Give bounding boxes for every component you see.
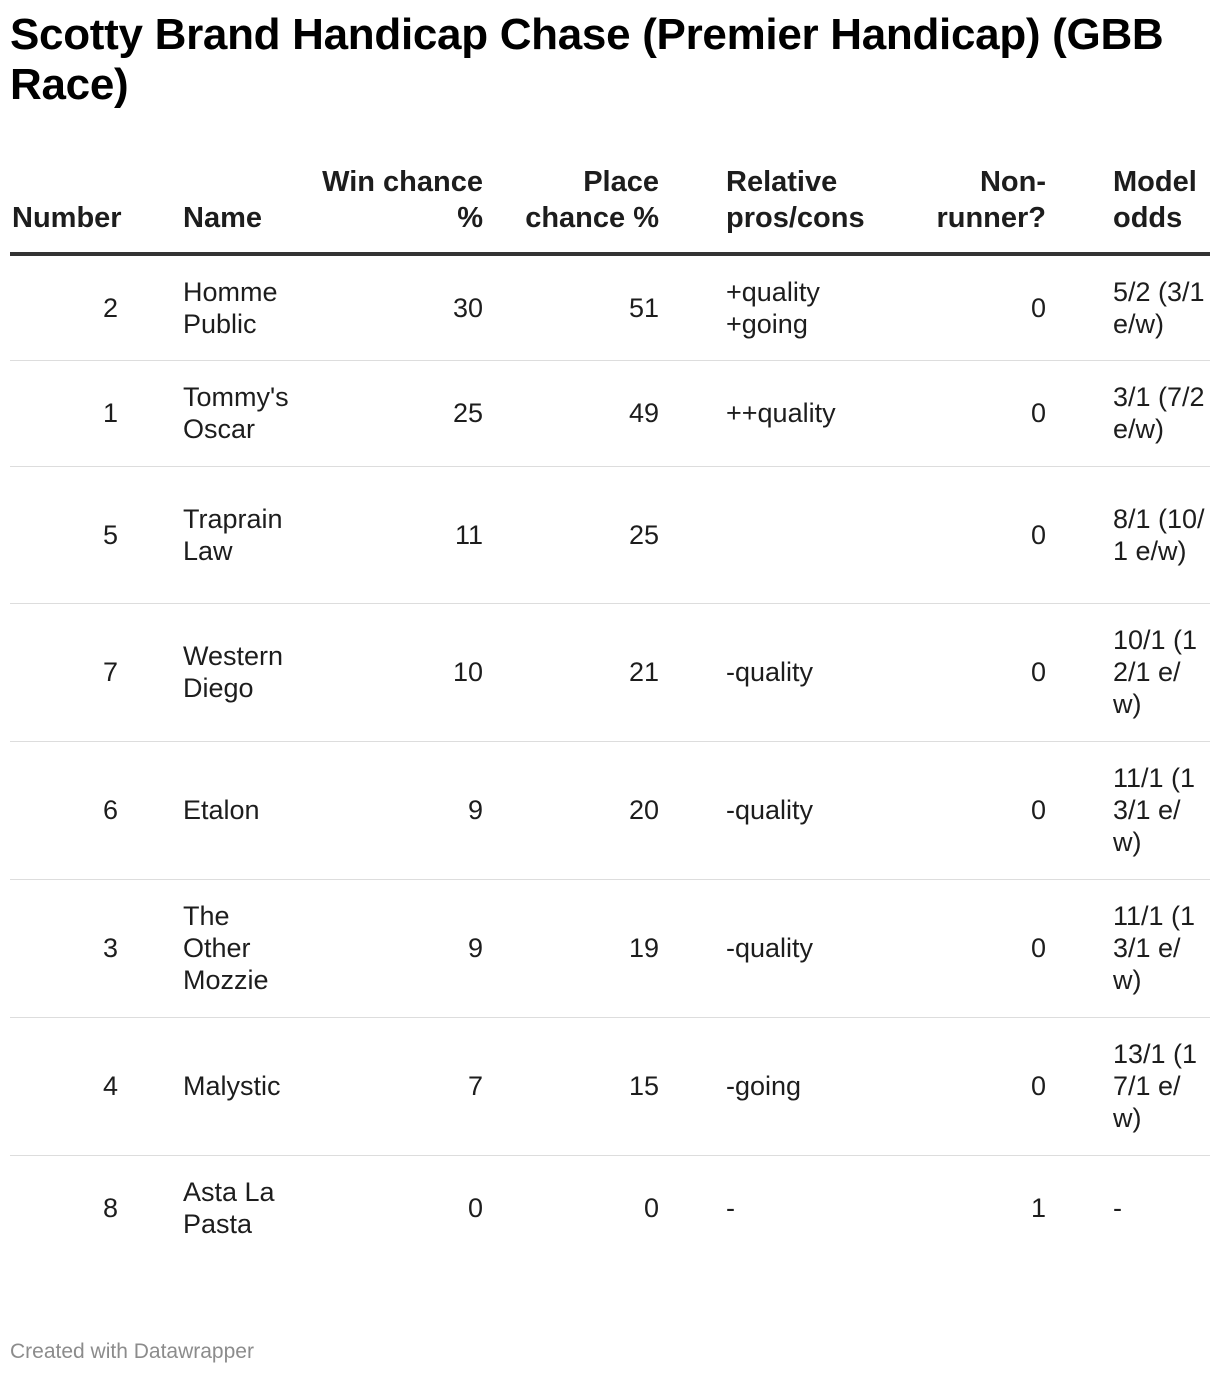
row-non-runner: 0 bbox=[874, 466, 1048, 603]
table-body bbox=[10, 254, 1210, 1261]
header-row bbox=[10, 164, 1210, 254]
chart-title: Scotty Brand Handicap Chase (Premier Handicap) (GBB Race) bbox=[10, 10, 1164, 109]
row-name: Etalon bbox=[183, 741, 303, 879]
table-row bbox=[10, 1017, 1210, 1155]
row-number: 1 bbox=[10, 360, 120, 466]
row-pros-cons: -quality bbox=[724, 879, 874, 1017]
row-model-odds: - bbox=[1113, 1193, 1122, 1224]
row-win-chance: 0 bbox=[467, 1193, 483, 1224]
row-non-runner: 0 bbox=[874, 741, 1048, 879]
row-place-chance: 49 bbox=[485, 360, 661, 466]
header-number: Number bbox=[10, 164, 120, 254]
row-place-chance: 20 bbox=[485, 741, 661, 879]
row-pros-cons: -going bbox=[724, 1017, 874, 1155]
row-name: Traprain Law bbox=[183, 466, 303, 603]
header-pros-cons: Relative pros/cons bbox=[724, 164, 874, 254]
row-non-runner: 0 bbox=[874, 254, 1048, 360]
race-table bbox=[10, 164, 1210, 1261]
row-number: 8 bbox=[102, 1193, 118, 1224]
row-name: Tommy's Oscar bbox=[183, 360, 303, 466]
row-win-chance: 25 bbox=[303, 360, 485, 466]
row-pros-cons: - bbox=[726, 1193, 735, 1224]
row-number: 6 bbox=[10, 741, 120, 879]
row-number: 7 bbox=[10, 603, 120, 741]
row-win-chance: 9 bbox=[303, 741, 485, 879]
row-name: The Other Mozzie bbox=[183, 879, 303, 1017]
table-row bbox=[10, 603, 1210, 741]
table-row bbox=[10, 741, 1210, 879]
row-win-chance: 10 bbox=[303, 603, 485, 741]
row-pros-cons: +quality +going bbox=[724, 254, 874, 360]
row-non-runner: 1 bbox=[1030, 1193, 1046, 1224]
row-place-chance: 15 bbox=[485, 1017, 661, 1155]
row-model-odds: 5/2 (3/1 e/w) bbox=[1111, 254, 1210, 360]
table-row bbox=[10, 254, 1210, 360]
row-model-odds: 8/1 (10/1 e/w) bbox=[1111, 466, 1210, 603]
header-model-odds: Model odds bbox=[1111, 164, 1210, 254]
row-name: Western Diego bbox=[183, 603, 303, 741]
row-name: Malystic bbox=[183, 1017, 303, 1155]
row-win-chance: 30 bbox=[303, 254, 485, 360]
table-row bbox=[10, 879, 1210, 1017]
row-model-odds: 10/1 (12/1 e/w) bbox=[1111, 603, 1210, 741]
row-name: Asta La Pasta bbox=[183, 1177, 275, 1240]
row-pros-cons: ++quality bbox=[724, 360, 874, 466]
footer-credit: Created with Datawrapper bbox=[10, 1340, 254, 1363]
header-non-runner: Non-runner? bbox=[874, 164, 1048, 254]
row-non-runner: 0 bbox=[874, 603, 1048, 741]
row-win-chance: 11 bbox=[303, 466, 485, 603]
row-place-chance: 21 bbox=[485, 603, 661, 741]
row-non-runner: 0 bbox=[874, 879, 1048, 1017]
row-non-runner: 0 bbox=[874, 1017, 1048, 1155]
row-place-chance: 25 bbox=[485, 466, 661, 603]
row-model-odds: 11/1 (13/1 e/w) bbox=[1111, 879, 1210, 1017]
row-number: 2 bbox=[10, 254, 120, 360]
row-win-chance: 9 bbox=[303, 879, 485, 1017]
header-win-chance: Win chance % bbox=[303, 164, 485, 254]
row-name: Homme Public bbox=[183, 254, 303, 360]
row-model-odds: 13/1 (17/1 e/w) bbox=[1111, 1017, 1210, 1155]
row-pros-cons: -quality bbox=[724, 603, 874, 741]
table-row bbox=[10, 466, 1210, 603]
table-row bbox=[10, 360, 1210, 466]
row-pros-cons: -quality bbox=[724, 741, 874, 879]
row-place-chance: 19 bbox=[485, 879, 661, 1017]
header-name: Name bbox=[183, 164, 303, 254]
row-non-runner: 0 bbox=[874, 360, 1048, 466]
row-model-odds: 3/1 (7/2 e/w) bbox=[1111, 360, 1210, 466]
row-win-chance: 7 bbox=[303, 1017, 485, 1155]
row-pros-cons bbox=[724, 466, 874, 603]
row-number: 3 bbox=[10, 879, 120, 1017]
row-place-chance: 51 bbox=[485, 254, 661, 360]
header-place-chance: Place chance % bbox=[485, 164, 661, 254]
row-place-chance: 0 bbox=[643, 1193, 659, 1224]
row-number: 4 bbox=[10, 1017, 120, 1155]
row-number: 5 bbox=[10, 466, 120, 603]
row-model-odds: 11/1 (13/1 e/w) bbox=[1111, 741, 1210, 879]
table-row bbox=[10, 1155, 1210, 1261]
